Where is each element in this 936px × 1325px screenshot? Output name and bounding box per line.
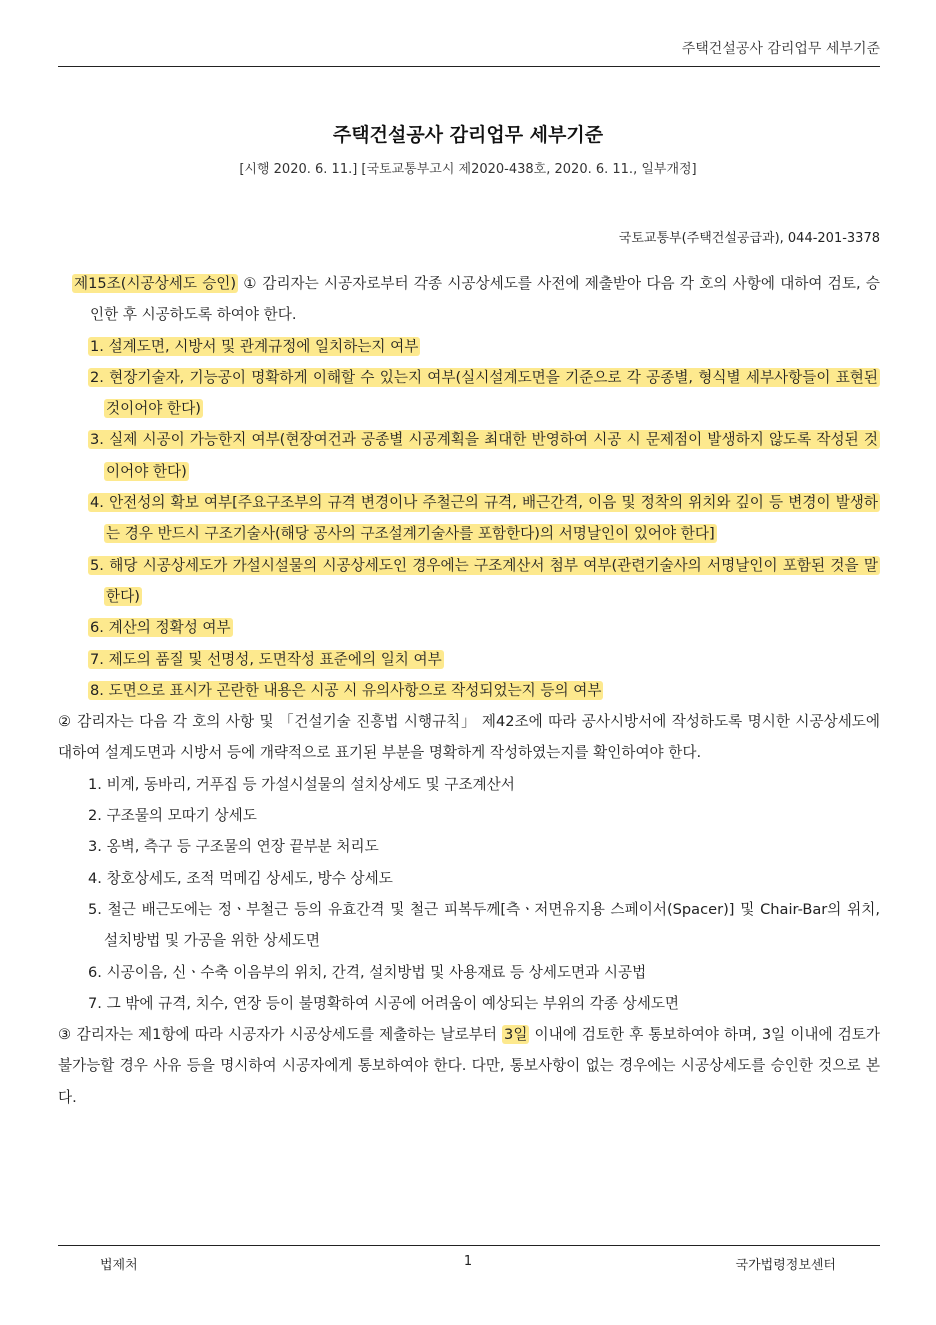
article-heading: 제15조(시공상세도 승인) — [74, 275, 237, 292]
list-item: 3. 옹벽, 측구 등 구조물의 연장 끝부분 처리도 — [88, 838, 379, 856]
list-item: 3. 실제 시공이 가능한지 여부(현장여건과 공종별 시공계획을 최대한 반영하여 시공 시 문제점이 발생하지 않도록 작성된 것이어야 한다) — [90, 431, 878, 480]
document-enforcement-info: [시행 2020. 6. 11.] [국토교통부고시 제2020-438호, 2020. 6. 11., 일부개정] — [239, 162, 697, 177]
paragraph-1 — [58, 268, 880, 331]
article-body — [58, 268, 880, 1113]
deadline-highlight: 3일 — [504, 1026, 528, 1044]
page-number: 1 — [463, 1254, 473, 1269]
list-item: 8. 도면으로 표시가 곤란한 내용은 시공 시 유의사항으로 작성되었는지 등의 여부 — [90, 681, 602, 699]
list-item: 2. 현장기술자, 기능공이 명확하게 이해할 수 있는지 여부(실시설계도면을 기준으로 각 공종별, 형식별 세부사항들이 표현된 것이어야 한다) — [90, 368, 878, 418]
running-header: 주택건설공사 감리업무 세부기준 — [58, 38, 880, 67]
footer-publisher: 국가법령정보센터 — [735, 1258, 836, 1273]
list-item: 1. 비계, 동바리, 거푸집 등 가설시설물의 설치상세도 및 구조계산서 — [88, 775, 515, 793]
list-item: 4. 창호상세도, 조적 먹메김 상세도, 방수 상세도 — [88, 869, 393, 887]
footer-source: 법제처 — [100, 1258, 138, 1273]
footer-divider — [58, 1245, 880, 1246]
list-item: 4. 안전성의 확보 여부[주요구조부의 규격 변경이나 주철근의 규격, 배근간격, 이음 및 정착의 위치와 깊이 등 변경이 발생하는 경우 반드시 구조기술사(해당 공사의 구조설계기술사를 포함한다)의 서명날인이 있어야 한다] — [90, 494, 878, 543]
list-item: 7. 그 밖에 규격, 치수, 연장 등이 불명확하여 시공에 어려움이 예상되는 부위의 각종 상세도면 — [88, 994, 680, 1012]
list-item: 5. 철근 배근도에는 정ㆍ부철근 등의 유효간격 및 철근 피복두께[측ㆍ저면유지용 스페이서(Spacer)] 및 Chair-Bar의 위치, 설치방법 및 가공을 위한 상세도면 — [88, 900, 880, 950]
list-item: 2. 구조물의 모따기 상세도 — [88, 807, 257, 825]
list-item: 5. 해당 시공상세도가 가설시설물의 시공상세도인 경우에는 구조계산서 첨부 여부(관련기술사의 서명날인이 포함된 것을 말한다) — [90, 556, 878, 605]
list-item: 6. 시공이음, 신ㆍ수축 이음부의 위치, 간격, 설치방법 및 사용재료 등 상세도면과 시공법 — [88, 963, 647, 981]
paragraph-1-text: ① 감리자는 시공자로부터 각종 시공상세도를 사전에 제출받아 다음 각 호의 사항에 대하여 검토, 승인한 후 시공하도록 하여야 한다. — [90, 275, 880, 324]
list-item: 1. 설계도면, 시방서 및 관계규정에 일치하는지 여부 — [90, 337, 419, 355]
document-title: 주택건설공사 감리업무 세부기준 — [332, 124, 604, 146]
list-item: 6. 계산의 정확성 여부 — [90, 619, 231, 637]
paragraph-3: ③ 감리자는 제1항에 따라 시공자가 시공상세도를 제출하는 날로부터 3일 이내에 검토한 후 통보하여야 하며, 3일 이내에 검토가 불가능할 경우 사유 등을 명시하여 시공자에게 통보하여야 한다. 다만, 통보사항이 없는 경우에는 시공상세도를 승인한 것으로 본다. — [58, 1026, 880, 1106]
ministry-contact: 국토교통부(주택건설공급과), 044-201-3378 — [618, 231, 880, 246]
paragraph-2: ② 감리자는 다음 각 호의 사항 및 「건설기술 진흥법 시행규칙」 제42조에 따라 공사시방서에 작성하도록 명시한 시공상세도에 대하여 설계도면과 시방서 등에 개략적으로 표기된 부분을 명확하게 작성하였는지를 확인하여야 한다. — [58, 713, 880, 762]
list-item: 7. 제도의 품질 및 선명성, 도면작성 표준에의 일치 여부 — [90, 650, 442, 668]
